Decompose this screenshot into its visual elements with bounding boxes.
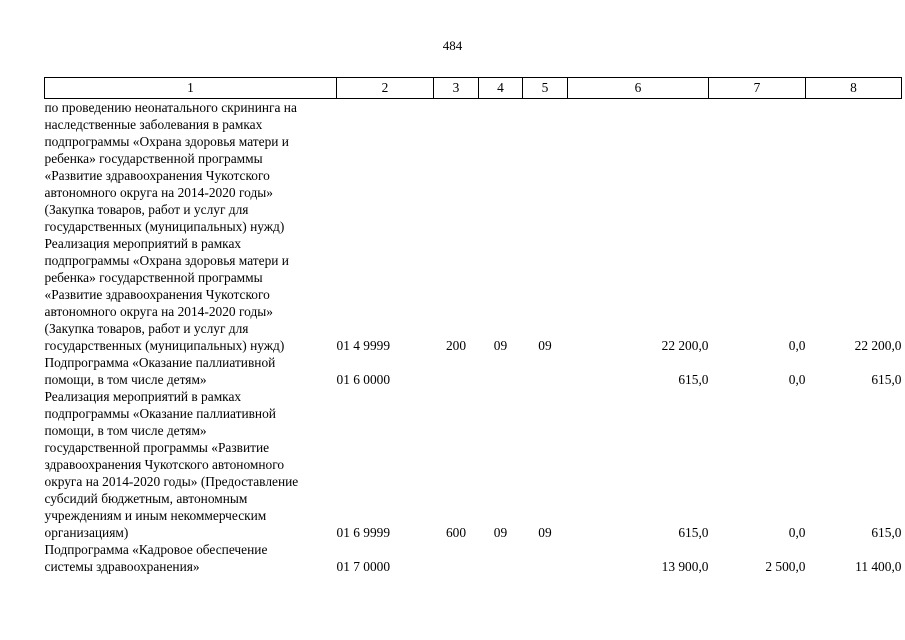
column-header-1: 1 [45, 78, 337, 99]
column-header-7: 7 [709, 78, 806, 99]
row-section: 09 [493, 338, 508, 353]
row-subsection: 09 [538, 338, 552, 353]
row-expense-type [434, 99, 479, 236]
budget-table [44, 77, 902, 575]
row-section [479, 541, 523, 575]
row-section [479, 99, 523, 236]
row-amount-col8: 11 400,0 [855, 559, 902, 574]
row-amount-col8: 615,0 [871, 525, 902, 540]
row-amount-total: 22 200,0 [661, 338, 709, 353]
row-amount-total: 615,0 [678, 372, 709, 387]
row-amount-total: 13 900,0 [661, 559, 709, 574]
row-subsection [523, 354, 568, 388]
table-row [45, 388, 902, 541]
row-target-code: 01 6 9999 [336, 525, 391, 540]
row-section [479, 354, 523, 388]
row-subsection [523, 99, 568, 236]
row-description: Реализация мероприятий в рамках подпрограммы «Охрана здоровья матери и ребенка» государственной программы «Развитие здравоохранения Чукотского автономного округа на 2014-2020 годы» (Закупка товаров, работ и услуг для государственных (муниципальных) нужд) [44, 236, 289, 353]
row-description: Реализация мероприятий в рамках подпрограммы «Оказание паллиативной помощи, в том числе детям» государственной программы «Развитие здравоохранения Чукотского автономного округа на 2014-2020 годы» (Предоставление субсидий бюджетным, автономным учреждениям и иным некоммерческим организациям) [44, 389, 299, 540]
row-amount-total [568, 99, 709, 236]
column-header-4: 4 [479, 78, 523, 99]
row-target-code [337, 99, 434, 236]
row-expense-type [434, 541, 479, 575]
row-expense-type: 600 [445, 525, 467, 540]
table-row [45, 354, 902, 388]
column-header-6: 6 [568, 78, 709, 99]
page-number: 484 [442, 38, 463, 53]
row-amount-total: 615,0 [678, 525, 709, 540]
row-amount-col8: 22 200,0 [854, 338, 902, 353]
row-description: Подпрограмма «Оказание паллиативной помощи, в том числе детям» [44, 355, 276, 387]
row-expense-type: 200 [445, 338, 467, 353]
row-amount-col7: 2 500,0 [765, 559, 806, 574]
row-target-code: 01 6 0000 [336, 372, 391, 387]
column-header-8: 8 [806, 78, 902, 99]
row-amount-col7: 0,0 [788, 525, 806, 540]
row-description: по проведению неонатального скрининга на наследственные заболевания в рамках подпрограммы «Охрана здоровья матери и ребенка» государственной программы «Развитие здравоохранения Чукотского автономного округа на 2014-2020 годы» (Закупка товаров, работ и услуг для государственных (муниципальных) нужд) [44, 100, 297, 234]
column-header-3: 3 [434, 78, 479, 99]
column-header-5: 5 [523, 78, 568, 99]
row-amount-col7 [709, 99, 806, 236]
row-amount-col7: 0,0 [788, 372, 806, 387]
table-header-row [45, 78, 902, 99]
row-description: Подпрограмма «Кадровое обеспечение системы здравоохранения» [44, 542, 268, 574]
row-expense-type [434, 354, 479, 388]
row-amount-col8: 615,0 [871, 372, 902, 387]
row-target-code: 01 4 9999 [336, 338, 391, 353]
row-target-code: 01 7 0000 [336, 559, 391, 574]
row-amount-col8 [806, 99, 902, 236]
table-row [45, 99, 902, 236]
row-subsection: 09 [538, 525, 552, 540]
table-row [45, 541, 902, 575]
table-row [45, 235, 902, 354]
column-header-2: 2 [337, 78, 434, 99]
row-amount-col7: 0,0 [788, 338, 806, 353]
row-section: 09 [493, 525, 508, 540]
row-subsection [523, 541, 568, 575]
